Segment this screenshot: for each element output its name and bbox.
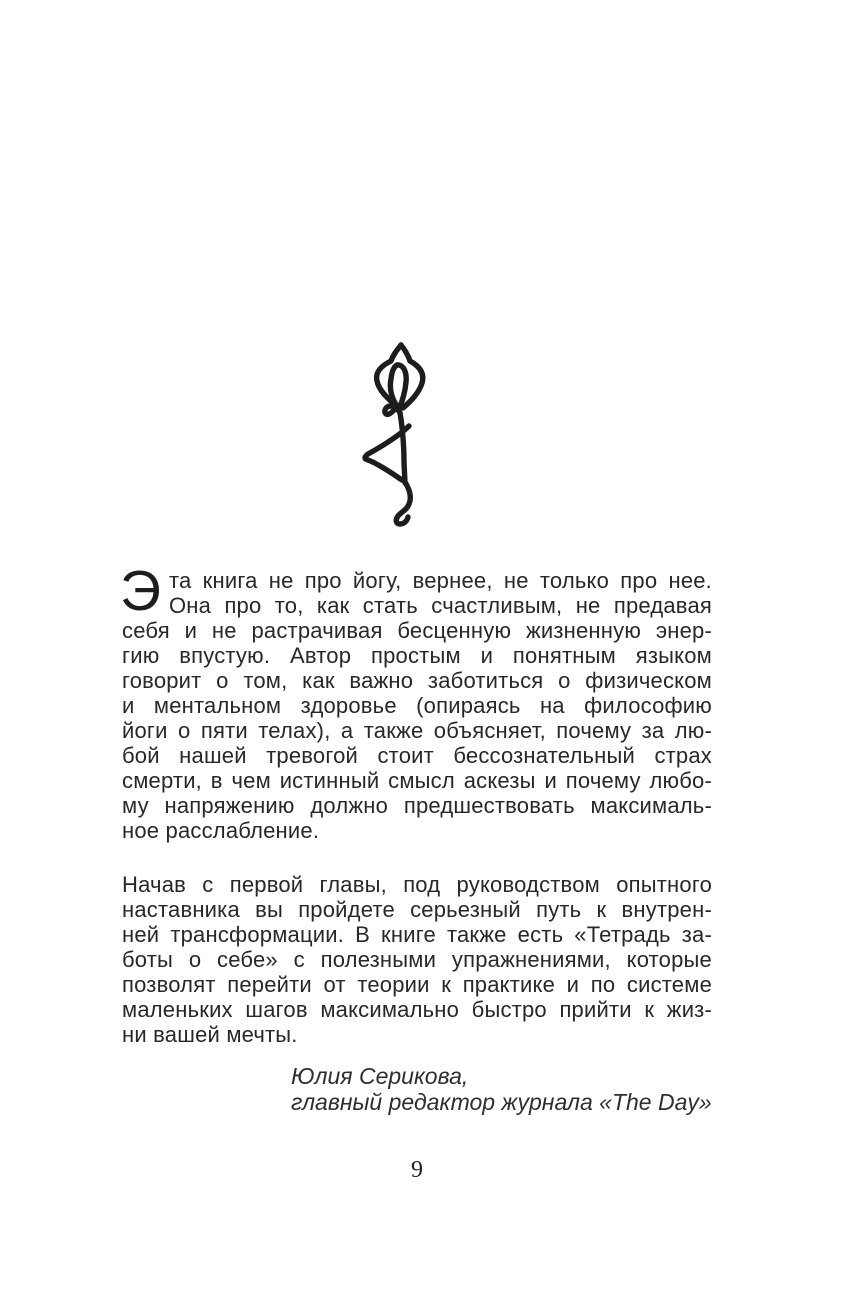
annotation-paragraph-1 (120, 559, 712, 843)
text-line: гию впустую. Автор простым и понятным языком (122, 643, 712, 668)
text-line: себя и не растрачивая бесценную жизненную энер- (122, 618, 712, 643)
text-line: маленьких шагов максимально быстро прийти к жиз- (122, 997, 712, 1022)
text-line: позволят перейти от теории к практике и по системе (122, 972, 712, 997)
text-line: Она про то, как стать счастливым, не предавая (169, 593, 712, 618)
yoga-figure-illustration (360, 342, 432, 528)
text-line: бой нашей тревогой стоит бессознательный страх (122, 743, 712, 768)
text-line: йоги о пяти телах), а также объясняет, почему за лю- (122, 718, 712, 743)
drop-cap: Э (120, 559, 162, 623)
attribution (291, 1063, 712, 1115)
text-line: Начав с первой главы, под руководством опытного (122, 872, 712, 897)
page-number: 9 (411, 1157, 423, 1183)
yoga-figure-icon (360, 342, 432, 528)
text-line: ное расслабление. (122, 818, 320, 843)
text-line: смерти, в чем истинный смысл аскезы и почему любо- (122, 768, 712, 793)
attribution-title: главный редактор журнала «The Day» (291, 1089, 712, 1115)
text-line: му напряжению должно предшествовать максималь- (122, 793, 712, 818)
text-line: говорит о том, как важно заботиться о физическом (122, 668, 712, 693)
text-line: та книга не про йогу, вернее, не только про нее. (169, 568, 712, 593)
text-column (120, 559, 712, 1115)
annotation-paragraph-2 (122, 872, 712, 1047)
text-line: и ментальном здоровье (опираясь на философию (122, 693, 712, 718)
attribution-name: Юлия Серикова, (291, 1063, 469, 1089)
text-line: ни вашей мечты. (122, 1022, 298, 1047)
text-line: наставника вы пройдете серьезный путь к внутрен- (122, 897, 712, 922)
text-line: ней трансформации. В книге также есть «Тетрадь за- (122, 922, 712, 947)
text-line: боты о себе» с полезными упражнениями, которые (122, 947, 712, 972)
